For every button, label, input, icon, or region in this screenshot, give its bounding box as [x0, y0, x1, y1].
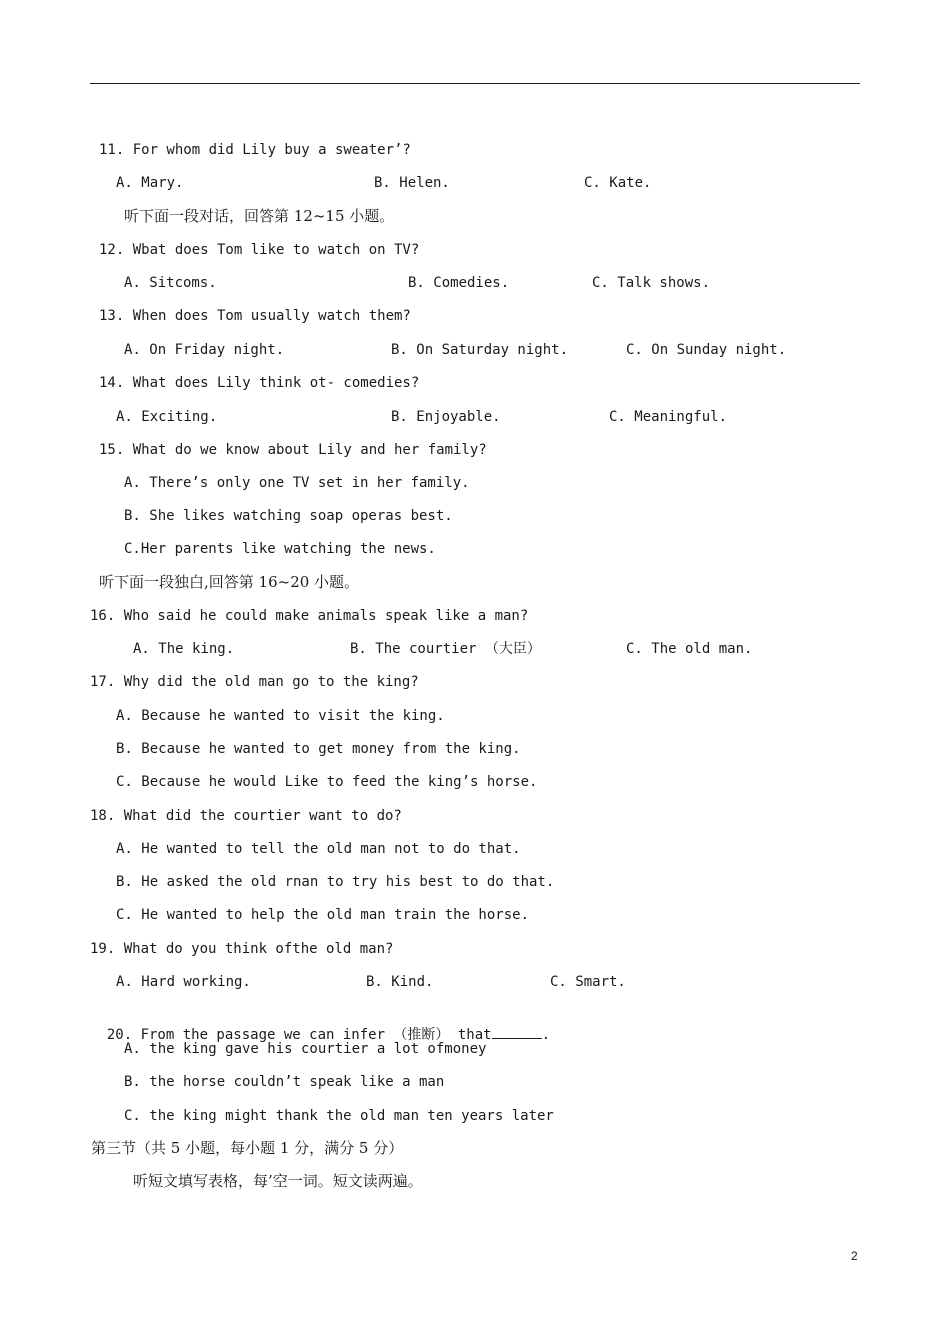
option-14c: C. Meaningful.	[609, 409, 728, 425]
section-3-instruction: 听短文填写表格，每’空一词。短文读两遍。	[133, 1172, 423, 1190]
option-11c: C. Kate.	[584, 175, 652, 191]
option-11a: A. Mary.	[116, 175, 184, 191]
question-17: 17. Why did the old man go to the king?	[90, 674, 419, 690]
option-14b: B. Enjoyable.	[391, 409, 501, 425]
option-13a: A. On Friday night.	[124, 342, 285, 358]
option-14a: A. Exciting.	[116, 409, 218, 425]
question-11: 11. For whom did Lily buy a sweater’?	[99, 142, 411, 158]
header-rule	[90, 83, 860, 84]
question-16: 16. Who said he could make animals speak like a man?	[90, 608, 529, 624]
page-number: 2	[851, 1249, 858, 1263]
option-13c: C. On Sunday night.	[626, 342, 787, 358]
option-19b: B. Kind.	[366, 974, 434, 990]
question-20-end: .	[541, 1027, 551, 1043]
option-17c: C. Because he would Like to feed the king’s horse.	[116, 774, 538, 790]
section-instruction-12-15: 听下面一段对话，回答第 12~15 小题。	[124, 207, 395, 225]
option-18b: B. He asked the old rnan to try his best to do that.	[116, 874, 555, 890]
question-14: 14. What does Lily think ot- comedies?	[99, 375, 420, 391]
question-13: 13. When does Tom usually watch them?	[99, 308, 411, 324]
option-11b: B. Helen.	[374, 175, 450, 191]
option-17a: A. Because he wanted to visit the king.	[116, 708, 445, 724]
option-15a: A. There’s only one TV set in her family.	[124, 475, 470, 491]
option-16a: A. The king.	[133, 641, 235, 657]
option-20a: A. the king gave his courtier a lot ofmoney	[124, 1041, 487, 1057]
question-15: 15. What do we know about Lily and her family?	[99, 442, 487, 458]
option-20c: C. the king might thank the old man ten years later	[124, 1108, 554, 1124]
option-12a: A. Sitcoms.	[124, 275, 217, 291]
option-17b: B. Because he wanted to get money from the king.	[116, 741, 521, 757]
option-19a: A. Hard working.	[116, 974, 251, 990]
option-20b: B. the horse couldn’t speak like a man	[124, 1074, 445, 1090]
question-19: 19. What do you think ofthe old man?	[90, 941, 394, 957]
option-15b: B. She likes watching soap operas best.	[124, 508, 453, 524]
section-3-heading: 第三节（共 5 小题，每小题 1 分，满分 5 分）	[91, 1139, 404, 1157]
question-18: 18. What did the courtier want to do?	[90, 808, 402, 824]
option-16c: C. The old man.	[626, 641, 753, 657]
section-instruction-16-20: 听下面一段独白,回答第 16~20 小题。	[99, 573, 360, 591]
option-12b: B. Comedies.	[408, 275, 510, 291]
answer-blank	[492, 1024, 542, 1039]
option-19c: C. Smart.	[550, 974, 626, 990]
option-16b: B. The courtier （大臣）	[350, 641, 541, 657]
option-15c: C.Her parents like watching the news.	[124, 541, 436, 557]
option-18c: C. He wanted to help the old man train the horse.	[116, 907, 530, 923]
question-20-text: 20. From the passage we can infer （推断） that	[106, 1027, 492, 1043]
option-12c: C. Talk shows.	[592, 275, 711, 291]
question-12: 12. Wbat does Tom like to watch on TV?	[99, 242, 420, 258]
question-20	[90, 1006, 550, 1044]
option-13b: B. On Saturday night.	[391, 342, 569, 358]
option-18a: A. He wanted to tell the old man not to do that.	[116, 841, 521, 857]
